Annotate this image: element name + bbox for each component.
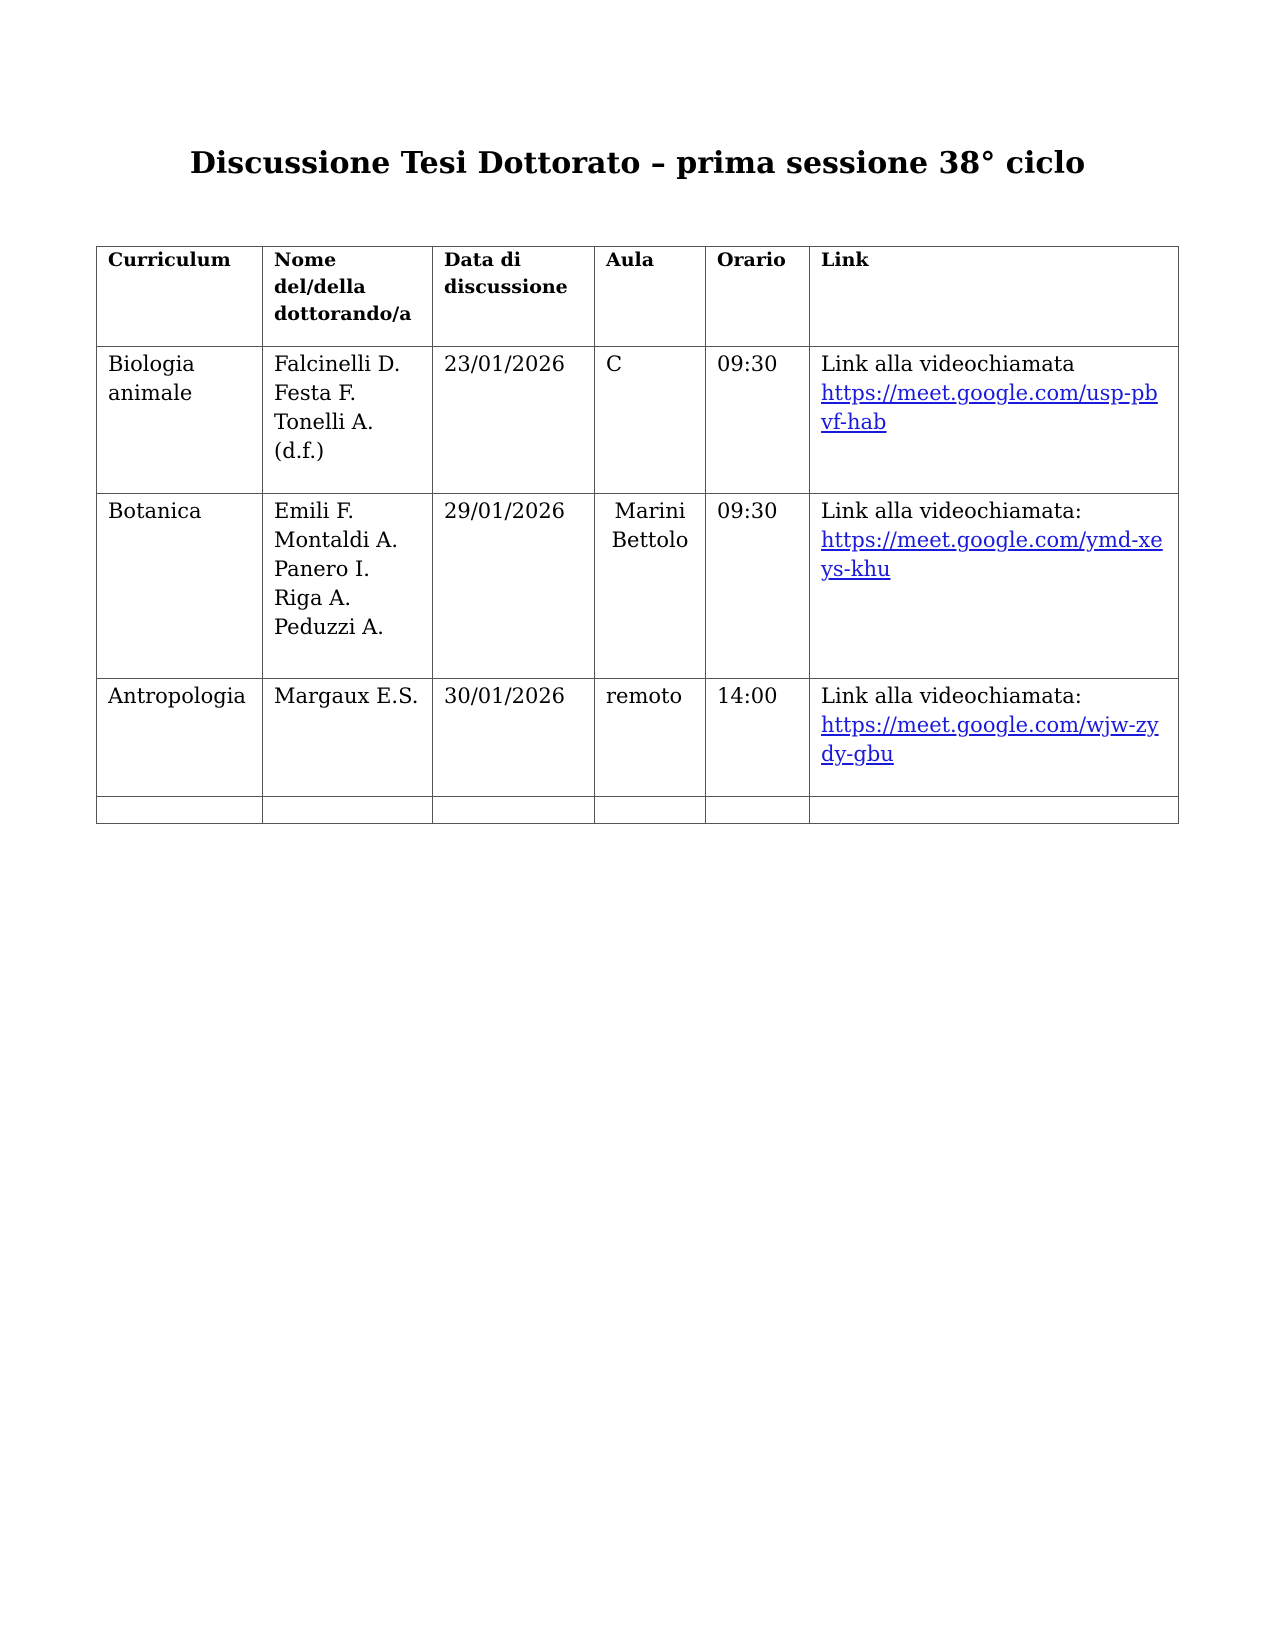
meet-link[interactable]: https://meet.google.com/wjw-zydy-gbu xyxy=(821,713,1159,766)
cell-orario: 14:00 xyxy=(706,679,810,797)
cell-orario: 09:30 xyxy=(706,347,810,494)
page-title: Discussione Tesi Dottorato – prima sessione 38° ciclo xyxy=(189,146,1086,181)
link-label: Link alla videochiamata xyxy=(821,352,1075,376)
empty-cell xyxy=(706,797,810,824)
cell-link xyxy=(810,494,1179,679)
cell-nome: Emili F. Montaldi A. Panero I. Riga A. Peduzzi A. xyxy=(263,494,433,679)
cell-link xyxy=(810,347,1179,494)
cell-aula: Marini Bettolo xyxy=(595,494,706,679)
header-nome: Nome del/della dottorando/a xyxy=(263,247,433,347)
empty-cell xyxy=(263,797,433,824)
schedule-table xyxy=(96,246,1179,824)
cell-link xyxy=(810,679,1179,797)
header-data: Data di discussione xyxy=(433,247,595,347)
cell-curriculum: Biologia animale xyxy=(97,347,263,494)
link-label: Link alla videochiamata: xyxy=(821,499,1082,523)
cell-curriculum: Antropologia xyxy=(97,679,263,797)
cell-aula: C xyxy=(595,347,706,494)
header-link: Link xyxy=(810,247,1179,347)
empty-cell xyxy=(433,797,595,824)
cell-nome: Falcinelli D. Festa F. Tonelli A. (d.f.) xyxy=(263,347,433,494)
empty-cell xyxy=(595,797,706,824)
header-orario: Orario xyxy=(706,247,810,347)
meet-link[interactable]: https://meet.google.com/ymd-xeys-khu xyxy=(821,528,1163,581)
table-row xyxy=(97,494,1179,679)
cell-aula: remoto xyxy=(595,679,706,797)
header-aula: Aula xyxy=(595,247,706,347)
empty-cell xyxy=(810,797,1179,824)
cell-data: 30/01/2026 xyxy=(433,679,595,797)
cell-data: 23/01/2026 xyxy=(433,347,595,494)
table-row-empty xyxy=(97,797,1179,824)
meet-link[interactable]: https://meet.google.com/usp-pbvf-hab xyxy=(821,381,1158,434)
link-label: Link alla videochiamata: xyxy=(821,684,1082,708)
table-row xyxy=(97,679,1179,797)
cell-nome: Margaux E.S. xyxy=(263,679,433,797)
table-header-row xyxy=(97,247,1179,347)
cell-curriculum: Botanica xyxy=(97,494,263,679)
cell-orario: 09:30 xyxy=(706,494,810,679)
cell-data: 29/01/2026 xyxy=(433,494,595,679)
table-row xyxy=(97,347,1179,494)
header-curriculum: Curriculum xyxy=(97,247,263,347)
empty-cell xyxy=(97,797,263,824)
